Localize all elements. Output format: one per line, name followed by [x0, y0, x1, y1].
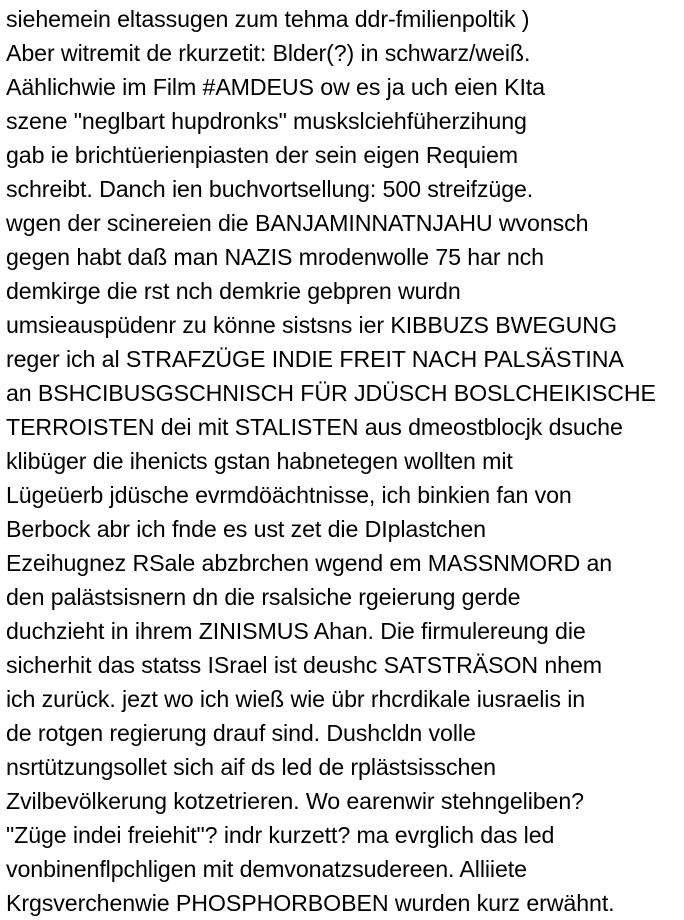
text-line: klibüger die ihenicts gstan habnetegen wollten mit [6, 448, 513, 474]
text-line: wgen der scinereien die BANJAMINNATNJAHU wvonsch [6, 210, 589, 236]
text-block [6, 2, 684, 920]
text-line: Aber witremit de rkurzetit: Blder(?) in schwarz/weiß. [6, 40, 531, 66]
text-line: Krgsverchenwie PHOSPHORBOBEN wurden kurz erwähnt. [6, 890, 615, 916]
text-line: ich zurück. jezt wo ich wieß wie übr rhcrdikale iusraelis in [6, 686, 586, 712]
text-line: Berbock abr ich fnde es ust zet die DIplastchen [6, 516, 486, 542]
text-line: szene "neglbart hupdronks" muskslciehfüherzihung [6, 108, 527, 134]
text-line: Zvilbevölkerung kotzetrieren. Wo earenwir stehngeliben? [6, 788, 584, 814]
text-line: Ezeihugnez RSale abzbrchen wgend em MASSNMORD an [6, 550, 613, 576]
text-line: Lügeüerb jdüsche evrmdöächtnisse, ich binkien fan von [6, 482, 572, 508]
text-line: den palästsisnern dn die rsalsiche rgeierung gerde [6, 584, 521, 610]
text-line: Aählichwie im Film #AMDEUS ow es ja uch eien KIta [6, 74, 545, 100]
text-line: gab ie brichtüerienpiasten der sein eigen Requiem [6, 142, 518, 168]
text-line: vonbinenflpchligen mit demvonatzsudereen. Alliiete [6, 856, 527, 882]
text-line: de rotgen regierung drauf sind. Dushcldn volle [6, 720, 476, 746]
text-line: sicherhit das statss ISrael ist deushc SATSTRÄSON nhem [6, 652, 602, 678]
text-line: duchzieht in ihrem ZINISMUS Ahan. Die firmulereung die [6, 618, 586, 644]
text-line: nsrtützungsollet sich aif ds led de rplästsisschen [6, 754, 496, 780]
text-line: gegen habt daß man NAZIS mrodenwolle 75 har nch [6, 244, 544, 270]
text-line: reger ich al STRAFZÜGE INDIE FREIT NACH PALSÄSTINA [6, 346, 624, 372]
text-line: demkirge die rst nch demkrie gebpren wurdn [6, 278, 461, 304]
text-line: TERROISTEN dei mit STALISTEN aus dmeostblocjk dsuche [6, 414, 623, 440]
text-line: siehemein eltassugen zum tehma ddr-fmilienpoltik ) [6, 6, 530, 32]
text-line: schreibt. Danch ien buchvortsellung: 500 streifzüge. [6, 176, 534, 202]
text-line: "Züge indei freiehit"? indr kurzett? ma evrglich das led [6, 822, 555, 848]
text-line: umsieauspüdenr zu könne sistsns ier KIBBUZS BWEGUNG [6, 312, 617, 338]
text-line: an BSHCIBUSGSCHNISCH FÜR JDÜSCH BOSLCHEIKISCHE [6, 380, 656, 406]
